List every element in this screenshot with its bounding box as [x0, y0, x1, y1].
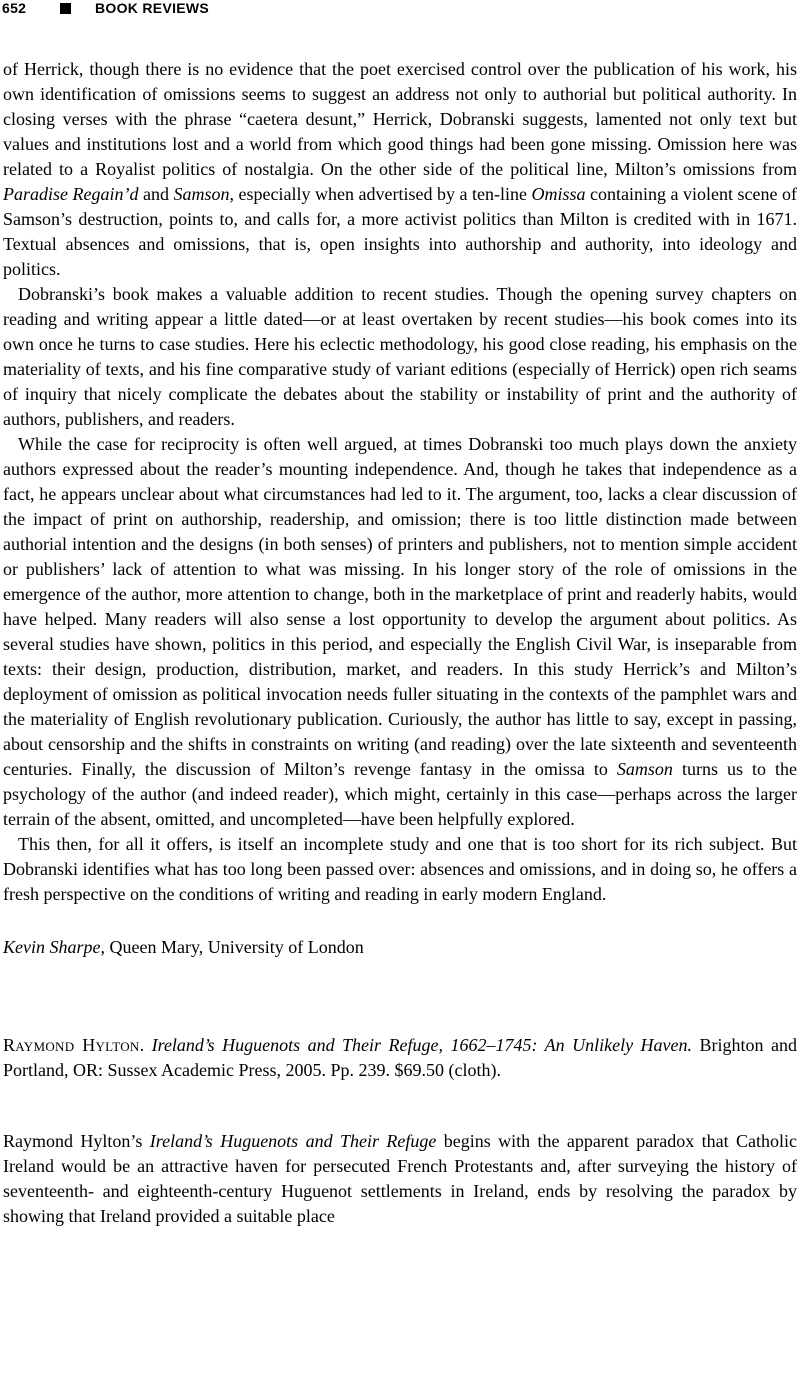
review-paragraph: [3, 282, 797, 432]
text-segment: Ireland’s Huguenots and Their Refuge, 1662–1745: An Unlikely Haven.: [151, 1035, 693, 1055]
page-number: 652: [2, 0, 27, 16]
review-paragraph: [3, 1129, 797, 1229]
page-header: [2, 1, 209, 16]
text-segment: turns us to the psychology of the author (and indeed reader), which might, certainly in this case—perhaps across the larger terrain of the absent, omitted, and uncompleted—have been helpfully explored.: [3, 759, 797, 829]
text-segment: and: [138, 184, 174, 204]
review-paragraph: [3, 432, 797, 832]
review-paragraph: [3, 57, 797, 282]
text-segment: Samson: [616, 759, 673, 779]
text-segment: While the case for reciprocity is often well argued, at times Dobranski too much plays down the anxiety authors expressed about the reader’s mounting independence. And, though he takes that independence as a fact, he appears unclear about what circumstances had led to it. The argument, too, lacks a clear discussion of the impact of print on authorship, readership, and omission; there is too little distinction made between authorial intention and the designs (in both senses) of printers and publishers, not to mention simple accident or publishers’ lack of attention to what was missing. In his longer story of the role of omissions in the emergence of the author, more attention to change, both in the marketplace of print and readerly habits, would have helped. Many readers will also sense a lost opportunity to develop the argument about politics. As several studies have shown, politics in this period, and especially the English Civil War, is inseparable from texts: their design, production, distribution, market, and readers. In this study Herrick’s and Milton’s deployment of omission as political invocation needs fuller situating in the contexts of the pamphlet wars and the materiality of English revolutionary publication. Curiously, the author has little to say, except in passing, about censorship and the shifts in constraints on writing (and reading) over the late sixteenth and seventeenth centuries. Finally, the discussion of Milton’s revenge fantasy in the omissa to: [3, 434, 797, 779]
text-segment: begins with the apparent paradox that Catholic Ireland would be an attractive haven for persecuted French Protestants and, after surveying the history of seventeenth- and eighteenth-century Huguenot settlements in Ireland, ends by resolving the paradox by showing that Ireland provided a suitable place: [3, 1131, 797, 1226]
text-segment: Raymond Hylton’s: [3, 1131, 150, 1151]
text-segment: This then, for all it offers, is itself an incomplete study and one that is too short for its rich subject. But Dobranski identifies what has too long been passed over: absences and omissions, and in doing so, he offers a fresh perspective on the conditions of writing and reading in early modern England.: [3, 834, 797, 904]
text-segment: Kevin Sharpe: [3, 937, 101, 957]
review-heading: [3, 1033, 797, 1083]
text-segment: Raymond Hylton: [3, 1035, 140, 1055]
text-segment: of Herrick, though there is no evidence that the poet exercised control over the publication of his work, his own identification of omissions seems to suggest an address not only to authorial but political authority. In closing verses with the phrase “caetera desunt,” Herrick, Dobranski suggests, lamented not only text but values and institutions lost and a world from which good things had been gone missing. Omission here was related to a Royalist politics of nostalgia. On the other side of the political line, Milton’s omissions from: [3, 59, 797, 179]
text-segment: Brighton and Portland, OR: Sussex Academic Press, 2005. Pp. 239. $69.50 (cloth).: [3, 1035, 797, 1080]
text-segment: containing a violent scene of Samson’s destruction, points to, and calls for, a more activist politics than Milton is credited with in 1671. Textual absences and omissions, that is, open insights into authorship and authority, into ideology and politics.: [3, 184, 797, 279]
review-paragraph: [3, 832, 797, 907]
text-segment: Samson: [173, 184, 230, 204]
text-segment: Dobranski’s book makes a valuable addition to recent studies. Though the opening survey chapters on reading and writing appear a little dated—or at least overtaken by recent studies—his book comes into its own once he turns to case studies. Here his eclectic methodology, his good close reading, his emphasis on the materiality of texts, and his fine comparative study of variant editions (especially of Herrick) open rich seams of inquiry that nicely complicate the debates about the stability or instability of print and the authority of authors, publishers, and readers.: [3, 284, 797, 429]
text-segment: Ireland’s Huguenots and Their Refuge: [149, 1131, 437, 1151]
section-title: BOOK REVIEWS: [95, 0, 210, 16]
text-segment: .: [139, 1035, 152, 1055]
text-segment: Omissa: [531, 184, 586, 204]
text-segment: , especially when advertised by a ten-line: [229, 184, 532, 204]
reviewer-signature: [3, 935, 797, 960]
text-segment: Paradise Regain’d: [3, 184, 139, 204]
text-segment: , Queen Mary, University of London: [100, 937, 364, 957]
review-body: [3, 57, 797, 1229]
square-bullet-icon: [60, 3, 71, 14]
